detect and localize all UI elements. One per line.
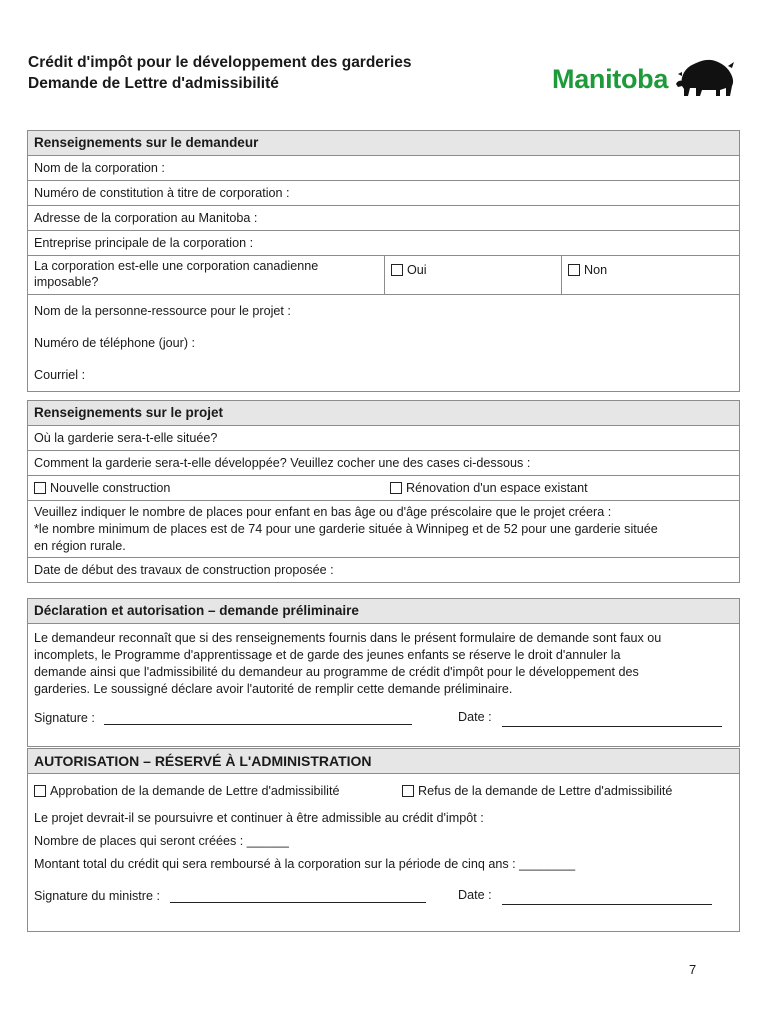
spaces-line1: Veuillez indiquer le nombre de places pour enfant en bas âge ou d'âge préscolaire que le projet créera : [34, 505, 612, 519]
refusal-label: Refus de la demande de Lettre d'admissibilité [418, 784, 673, 798]
admin-date-label: Date : [458, 888, 492, 902]
development-options [28, 476, 739, 501]
admin-options [28, 774, 739, 798]
spaces-line3: en région rurale. [34, 539, 126, 553]
continue-question[interactable]: Le projet devrait-il se poursuivre et continuer à être admissible au crédit d'impôt : [34, 811, 484, 825]
principal-business-field[interactable]: Entreprise principale de la corporation : [28, 231, 739, 256]
incorporation-number-field[interactable]: Numéro de constitution à titre de corporation : [28, 181, 739, 206]
minister-signature-line[interactable] [170, 888, 426, 903]
declaration-line4: garderies. Le soussigné déclare avoir l'autorité de remplir cette demande préliminaire. [34, 682, 513, 696]
manitoba-logo [552, 56, 740, 102]
address-field[interactable]: Adresse de la corporation au Manitoba : [28, 206, 739, 231]
date-line[interactable] [502, 712, 722, 727]
logo-text: Manitoba [552, 64, 669, 94]
project-section [27, 400, 740, 583]
development-question: Comment la garderie sera-t-elle développée? Veuillez cocher une des cases ci-dessous : [28, 451, 739, 476]
renovation-checkbox[interactable] [390, 482, 402, 494]
taxable-question-row [28, 256, 739, 295]
approval-option[interactable] [34, 784, 402, 798]
new-construction-label: Nouvelle construction [50, 481, 171, 495]
declaration-line2: incomplets, le Programme d'apprentissage et de garde des jeunes enfants se réserve le droit d'annuler la [34, 648, 621, 662]
spaces-line2: *le nombre minimum de places est de 74 pour une garderie située à Winnipeg et de 52 pour une garderie située [34, 522, 658, 536]
no-checkbox[interactable] [568, 264, 580, 276]
yes-label: Oui [407, 263, 427, 277]
declaration-section [27, 598, 740, 747]
taxable-q-line2: imposable? [34, 275, 99, 289]
declaration-text [28, 624, 739, 704]
refusal-checkbox[interactable] [402, 785, 414, 797]
declaration-line3: demande ainsi que l'admissibilité du demandeur au programme de crédit d'impôt pour le développement des [34, 665, 639, 679]
no-label: Non [584, 263, 608, 277]
corp-name-field[interactable]: Nom de la corporation : [28, 156, 739, 181]
renovation-option[interactable] [390, 476, 588, 500]
admin-heading: AUTORISATION – RÉSERVÉ À L'ADMINISTRATION [28, 749, 739, 774]
email-field[interactable]: Courriel : [34, 368, 86, 382]
declaration-signature-row [28, 704, 739, 746]
declaration-heading: Déclaration et autorisation – demande préliminaire [28, 599, 739, 624]
spaces-created-field[interactable]: Nombre de places qui seront créées : ______ [34, 834, 289, 848]
approval-label: Approbation de la demande de Lettre d'admissibilité [50, 784, 340, 798]
start-date-field[interactable]: Date de début des travaux de construction proposée : [34, 563, 334, 577]
taxable-q-line1: La corporation est-elle une corporation canadienne [34, 259, 319, 273]
location-field[interactable]: Où la garderie sera-t-elle située? [28, 426, 739, 451]
title-line-1: Crédit d'impôt pour le développement des garderies [28, 54, 412, 71]
refusal-option[interactable] [402, 784, 672, 798]
minister-signature-row [28, 871, 739, 904]
page-number: 7 [689, 962, 697, 977]
project-heading: Renseignements sur le projet [28, 401, 739, 426]
contact-name-field[interactable]: Nom de la personne-ressource pour le projet : [34, 304, 291, 318]
no-option[interactable] [562, 256, 739, 294]
phone-field[interactable]: Numéro de téléphone (jour) : [34, 336, 196, 350]
signature-label: Signature : [34, 711, 95, 725]
taxable-question [28, 256, 385, 294]
minister-signature-label: Signature du ministre : [34, 889, 160, 903]
spaces-field[interactable] [28, 501, 739, 558]
title-line-2: Demande de Lettre d'admissibilité [28, 75, 279, 92]
applicant-heading: Renseignements sur le demandeur [28, 131, 739, 156]
yes-checkbox[interactable] [391, 264, 403, 276]
signature-line[interactable] [104, 710, 412, 725]
yes-option[interactable] [385, 256, 562, 294]
declaration-line1: Le demandeur reconnaît que si des renseignements fournis dans le présent formulaire de demande sont faux ou [34, 631, 662, 645]
admin-date-line[interactable] [502, 890, 712, 905]
total-credit-field[interactable]: Montant total du crédit qui sera remboursé à la corporation sur la période de cinq ans : ________ [34, 857, 576, 871]
bison-icon [676, 56, 738, 98]
admin-section [27, 748, 740, 932]
applicant-section [27, 130, 740, 392]
new-construction-checkbox[interactable] [34, 482, 46, 494]
new-construction-option[interactable] [34, 476, 390, 500]
approval-checkbox[interactable] [34, 785, 46, 797]
date-label: Date : [458, 710, 492, 724]
renovation-label: Rénovation d'un espace existant [406, 481, 588, 495]
form-title [28, 52, 412, 94]
